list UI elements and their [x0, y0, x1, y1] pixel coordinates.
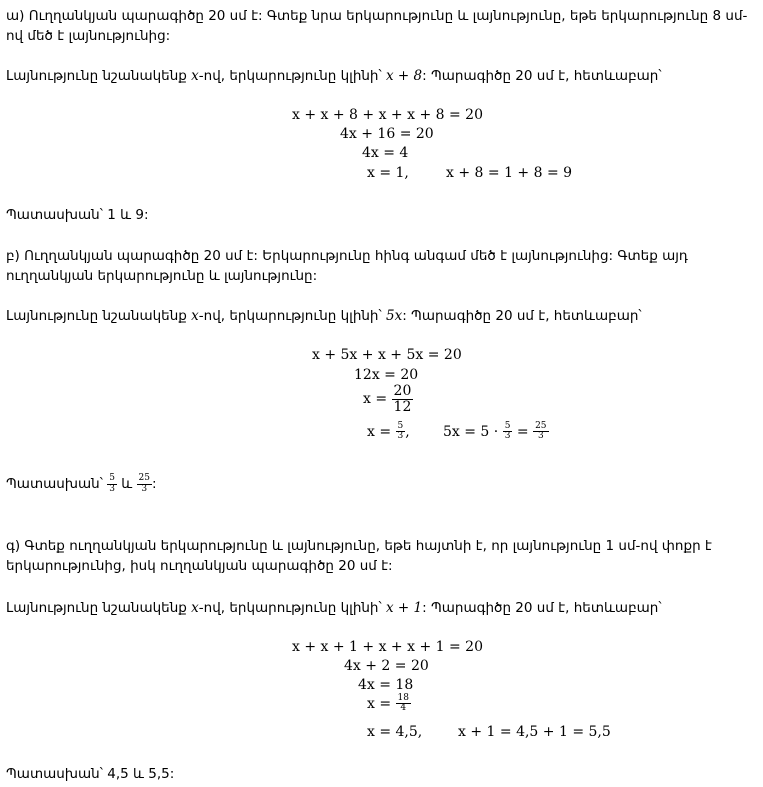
answer-b: Պատասխան՝ $\frac{5}{3}$ և $\frac{25}{3}$ :: [6, 473, 157, 494]
problem-a-line1: ա) Ուղղանկյան պարագիծը 20 սմ է: Գտեք նրա երկարությունը և լայնությունը, եթե երկարությունը 8 սմ-: [6, 8, 748, 24]
answer-fraction-25-3: $\frac{25}{3}$: [138, 473, 150, 494]
equation-a-4b: x + 8 = 1 + 8 = 9: [446, 165, 573, 181]
problem-a-line2: ով մեծ է լայնությունից:: [6, 28, 171, 44]
equation-a-1: x + x + 8 + x + x + 8 = 20: [292, 107, 483, 123]
equation-c-4: x = $\frac{18}{4}$: [367, 693, 409, 714]
equation-a-3: 4x = 4: [362, 145, 409, 161]
equation-b-2: 12x = 20: [354, 367, 419, 383]
equation-b-4b: 5x = 5 · $\frac{5}{3}$ = $\frac{25}{3}$: [443, 421, 547, 442]
problem-c-line2: երկարությունից, իսկ ուղղանկյան պարագիծը 20 սմ է:: [6, 558, 393, 574]
problem-b-line2: ուղղանկյան երկարությունը և լայնությունը:: [6, 268, 318, 284]
answer-a: Պատասխան՝ 1 և 9:: [6, 207, 149, 223]
equation-c-3: 4x = 18: [358, 677, 414, 693]
problem-c-line1: գ) Գտեք ուղղանկյան երկարությունը և լայնությունը, եթե հայտնի է, որ լայնությունը 1 սմ-ով փոքր է: [6, 538, 712, 554]
fraction-5-3-b: $\frac{5}{3}$: [504, 421, 511, 442]
intro-a: Լայնությունը նշանակենք x-ով, երկարությունը կլինի՝ x + 8: Պարագիծը 20 սմ է, հետևաբար՝: [6, 68, 662, 84]
intro-b: Լայնությունը նշանակենք x-ով, երկարությունը կլինի՝ 5x: Պարագիծը 20 սմ է, հետևաբար՝: [6, 308, 642, 324]
fraction-5-3: $\frac{5}{3}$: [397, 421, 404, 442]
fraction-25-3: $\frac{25}{3}$: [535, 421, 547, 442]
fraction-18-4: $\frac{18}{4}$: [397, 693, 409, 714]
equation-c-5a: x = 4,5,: [367, 724, 423, 740]
intro-c: Լայնությունը նշանակենք x-ով, երկարությունը կլինի՝ x + 1: Պարագիծը 20 սմ է, հետևաբար՝: [6, 600, 662, 616]
equation-c-5b: x + 1 = 4,5 + 1 = 5,5: [458, 724, 611, 740]
problem-b-line1: բ) Ուղղանկյան պարագիծը 20 սմ է: Երկարությունը հինգ անգամ մեծ է լայնությունից: Գտեք այդ: [6, 248, 688, 264]
equation-b-4a: x = $\frac{5}{3}$ ,: [367, 421, 410, 442]
equation-b-1: x + 5x + x + 5x = 20: [312, 347, 462, 363]
fraction-20-12: $\frac{20}{12}$: [393, 383, 412, 415]
equation-c-2: 4x + 2 = 20: [344, 658, 429, 674]
equation-c-1: x + x + 1 + x + x + 1 = 20: [292, 639, 483, 655]
answer-fraction-5-3: $\frac{5}{3}$: [109, 473, 115, 494]
equation-a-2: 4x + 16 = 20: [340, 126, 434, 142]
answer-c: Պատասխան՝ 4,5 և 5,5:: [6, 766, 175, 782]
equation-a-4a: x = 1,: [367, 165, 409, 181]
equation-b-3: x = $\frac{20}{12}$: [363, 383, 412, 415]
